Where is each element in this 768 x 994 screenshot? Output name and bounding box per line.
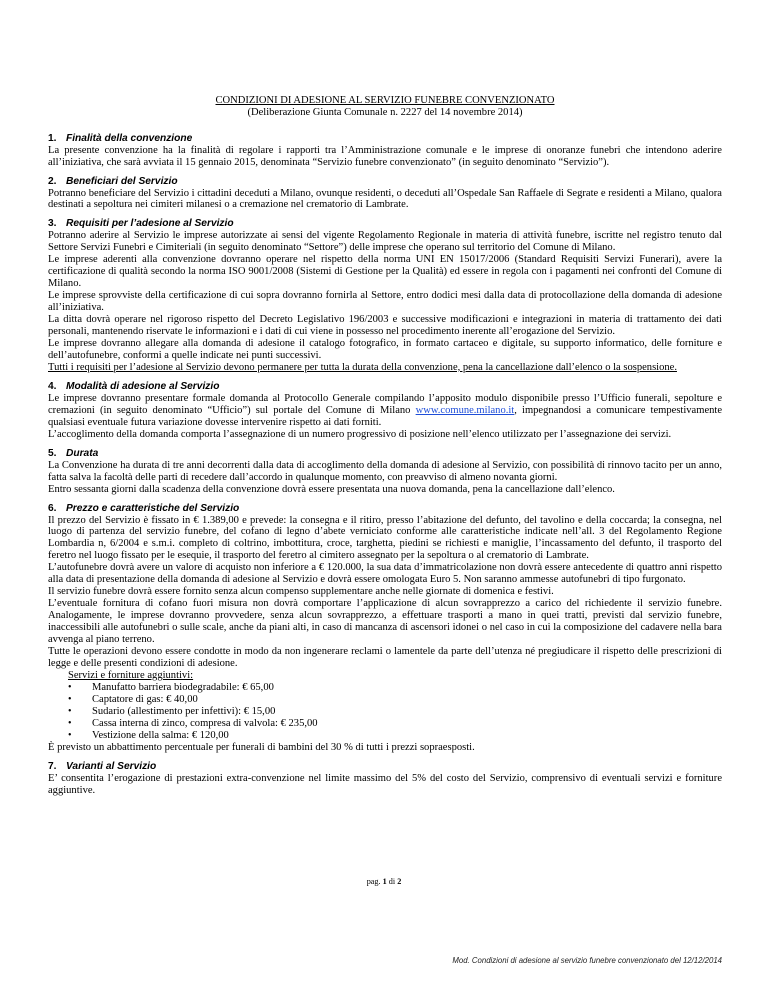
document-subtitle: (Deliberazione Giunta Comunale n. 2227 del 14 novembre 2014) [247, 106, 523, 118]
section-number: 2. [48, 175, 57, 187]
paragraph: L’eventuale fornitura di cofano fuori misura non dovrà comportare l’applicazione di alcun sovrapprezzo a carico del richiedente il servizio funebre. Analogamente, le imprese dovranno provvedere, senza alcun sovrapprezzo, a effettuare trasporti a mano in quei tratti, previsti dal servizio funebre, inaccessibili alle autofunebri o sulle scale, anche da piani alti, in caso di mancanza di ascensori idonei o nel caso in cui la composizione del cadavere nella bara avvenga al piano terreno. [48, 598, 722, 646]
section-1-heading [48, 133, 722, 145]
paragraph: La Convenzione ha durata di tre anni decorrenti dalla data di accoglimento della domanda di adesione al Servizio, con possibilità di rinnovo tacito per un anno, fatta salva la facoltà delle parti di recedere dall’accordo in qualunque momento, con preavviso di almeno novanta giorni. [48, 459, 722, 483]
section-title: Varianti al Servizio [66, 760, 157, 772]
list-item: • Vestizione della salma: € 120,00 [92, 730, 722, 742]
comune-milano-link[interactable]: www.comune.milano.it [415, 404, 515, 416]
paragraph: Il prezzo del Servizio è fissato in € 1.389,00 e prevede: la consegna e il ritiro, presso l’abitazione del defunto, del tavolino e della coccarda; la consegna, nel luogo di partenza del servizio funebre, del cofano di legno d’abete verniciato conforme alle caratteristiche indicate nell’all. 3 del Regolamento Regione Lombardia n, 6/2004 e s.m.i. completo di coltrino, imbottitura, croce, targhetta, piedini se richiesti e maniglie, l’incassamento del defunto, il trasporto del feretro nel luogo fissato per le esequie, il trasporto del feretro al cimitero assegnato per la sepoltura o al crematorio di Lambrate. [48, 514, 722, 562]
section-title: Durata [66, 447, 99, 459]
paragraph: L’autofunebre dovrà avere un valore di acquisto non inferiore a € 120.000, la sua data d’immatricolazione non dovrà essere antecedente di quattro anni rispetto alla data di presentazione della domanda di adesione al Servizio e dovrà essere omologata Euro 5. Non saranno ammesse autofunebri di tipo furgonato. [48, 562, 722, 586]
page-current: 1 [382, 877, 387, 886]
section-title: Beneficiari del Servizio [66, 175, 178, 187]
page-total: 2 [397, 877, 402, 886]
list-item: • Cassa interna di zinco, compresa di valvola: € 235,00 [92, 718, 722, 730]
extras-list [48, 682, 722, 742]
section-5 [48, 448, 722, 496]
section-number: 4. [48, 380, 57, 392]
list-item: • Manufatto barriera biodegradabile: € 65,00 [92, 682, 722, 694]
paragraph: L’accoglimento della domanda comporta l’assegnazione di un numero progressivo di posizione nell’elenco utilizzato per l’assegnazione dei servizi. [48, 428, 672, 440]
paragraph: Potranno beneficiare del Servizio i cittadini deceduti a Milano, ovunque residenti, o deceduti all’Ospedale San Raffaele di Segrate e residenti a Milano, qualora destinati a sepoltura nei cimiteri milanesi o a cremazione nel crematorio di Lambrate. [48, 187, 722, 211]
section-7-heading [48, 761, 722, 773]
section-4 [48, 381, 722, 441]
list-item: • Captatore di gas: € 40,00 [92, 694, 722, 706]
page-of: di [386, 877, 398, 886]
paragraph [48, 393, 722, 429]
paragraph: E’ consentita l’erogazione di prestazioni extra-convenzione nel limite massimo del 5% del costo del Servizio, comprensivo di eventuali servizi e forniture aggiuntive. [48, 772, 722, 796]
extras-heading: Servizi e forniture aggiuntivi: [68, 669, 194, 681]
section-number: 5. [48, 447, 57, 459]
paragraph-text: Le imprese dovranno presentare formale domanda al Protocollo Generale compilando l’apposito modulo disponibile presso l’Ufficio funerali, sepolture e cremazioni (in seguito denominato “Ufficio”) sul portale del Comune di Milano [48, 392, 722, 416]
section-3-heading [48, 218, 722, 230]
section-5-heading [48, 448, 722, 460]
module-note: Mod. Condizioni di adesione al servizio funebre convenzionato del 12/12/2014 [452, 956, 722, 965]
section-title: Prezzo e caratteristiche del Servizio [66, 502, 240, 514]
page-prefix: pag. [366, 877, 383, 886]
section-4-heading [48, 381, 722, 393]
paragraph: È previsto un abbattimento percentuale per funerali di bambini del 30 % di tutti i prezzi sopraesposti. [48, 741, 475, 753]
paragraph: Entro sessanta giorni dalla scadenza della convenzione dovrà essere presentata una nuova domanda, pena la cancellazione dall’elenco. [48, 483, 615, 495]
paragraph: Le imprese aderenti alla convenzione dovranno operare nel rispetto della norma UNI EN 15017/2006 (Standard Requisiti Servizi Funerari), avere la certificazione di qualità secondo la norma ISO 9001/2008 (Sistemi di Gestione per la Qualità) ed essere in regola con i pagamenti nei confronti del Comune di Milano. [48, 254, 722, 290]
section-title: Requisiti per l’adesione al Servizio [66, 218, 234, 230]
section-6 [48, 503, 722, 754]
section-title: Finalità della convenzione [66, 132, 193, 144]
paragraph: La presente convenzione ha la finalità di regolare i rapporti tra l’Amministrazione comunale e le imprese di onoranze funebri che intendono aderire all’iniziativa, che sarà avviata il 15 gennaio 2015, denominata “Servizio funebre convenzionato” (in seguito denominato “Servizio”). [48, 144, 722, 168]
paragraph-underlined: Tutti i requisiti per l’adesione al Servizio devono permanere per tutta la durata della convenzione, pena la cancellazione dall’elenco o la sospensione. [48, 361, 677, 373]
section-number: 3. [48, 218, 57, 230]
section-2-heading [48, 176, 722, 188]
section-6-heading [48, 503, 722, 515]
section-2 [48, 176, 722, 212]
section-7 [48, 761, 722, 797]
section-title: Modalità di adesione al Servizio [66, 380, 220, 392]
section-3 [48, 218, 722, 373]
paragraph: Potranno aderire al Servizio le imprese autorizzate ai sensi del vigente Regolamento Regionale in materia di attività funebre, iscritte nel registro tenuto dal Settore Servizi Funebri e Cimiteriali (in seguito denominato “Settore”) delle imprese che operano sul territorio del Comune di Milano. [48, 230, 722, 254]
paragraph: Tutte le operazioni devono essere condotte in modo da non ingenerare reclami o lamentele da parte dell’utenza né pregiudicare il rispetto delle prescrizioni di legge e delle presenti condizioni di adesione. [48, 646, 722, 669]
paragraph: Il servizio funebre dovrà essere fornito senza alcun compenso supplementare anche nelle giornate di domenica e festivi. [48, 586, 554, 598]
paragraph: Le imprese sprovviste della certificazione di cui sopra dovranno fornirla al Settore, entro dodici mesi dalla data di protocollazione della domanda di adesione all’iniziativa. [48, 290, 722, 314]
document-title: CONDIZIONI DI ADESIONE AL SERVIZIO FUNEBRE CONVENZIONATO [215, 95, 555, 106]
extras-heading-wrap [48, 670, 722, 682]
section-number: 7. [48, 760, 57, 772]
paragraph: La ditta dovrà operare nel rigoroso rispetto del Decreto Legislativo 196/2003 e successive modificazioni e integrazioni in materia di trattamento dei dati personali, mantenendo riservate le informazioni e i dati di cui viene in possesso nel procedimento inerente all’erogazione del Servizio. [48, 314, 722, 338]
section-number: 1. [48, 132, 57, 144]
section-1 [48, 133, 722, 169]
paragraph: Le imprese dovranno allegare alla domanda di adesione il catalogo fotografico, in formato cartaceo e digitale, su supporto informatico, delle forniture e dell’autofunebre, conformi a quelle indicate nei punti successivi. [48, 337, 722, 361]
section-number: 6. [48, 502, 57, 514]
paragraph-text: , impegnandosi a comunicare tempestivamente qualsiasi eventuale futura variazione dovesse intervenire rispetto ai dati forniti. [48, 404, 723, 428]
page-number [0, 877, 768, 886]
document-body [48, 95, 722, 803]
title-block [48, 95, 722, 119]
list-item: • Sudario (allestimento per infettivi): € 15,00 [92, 706, 722, 718]
